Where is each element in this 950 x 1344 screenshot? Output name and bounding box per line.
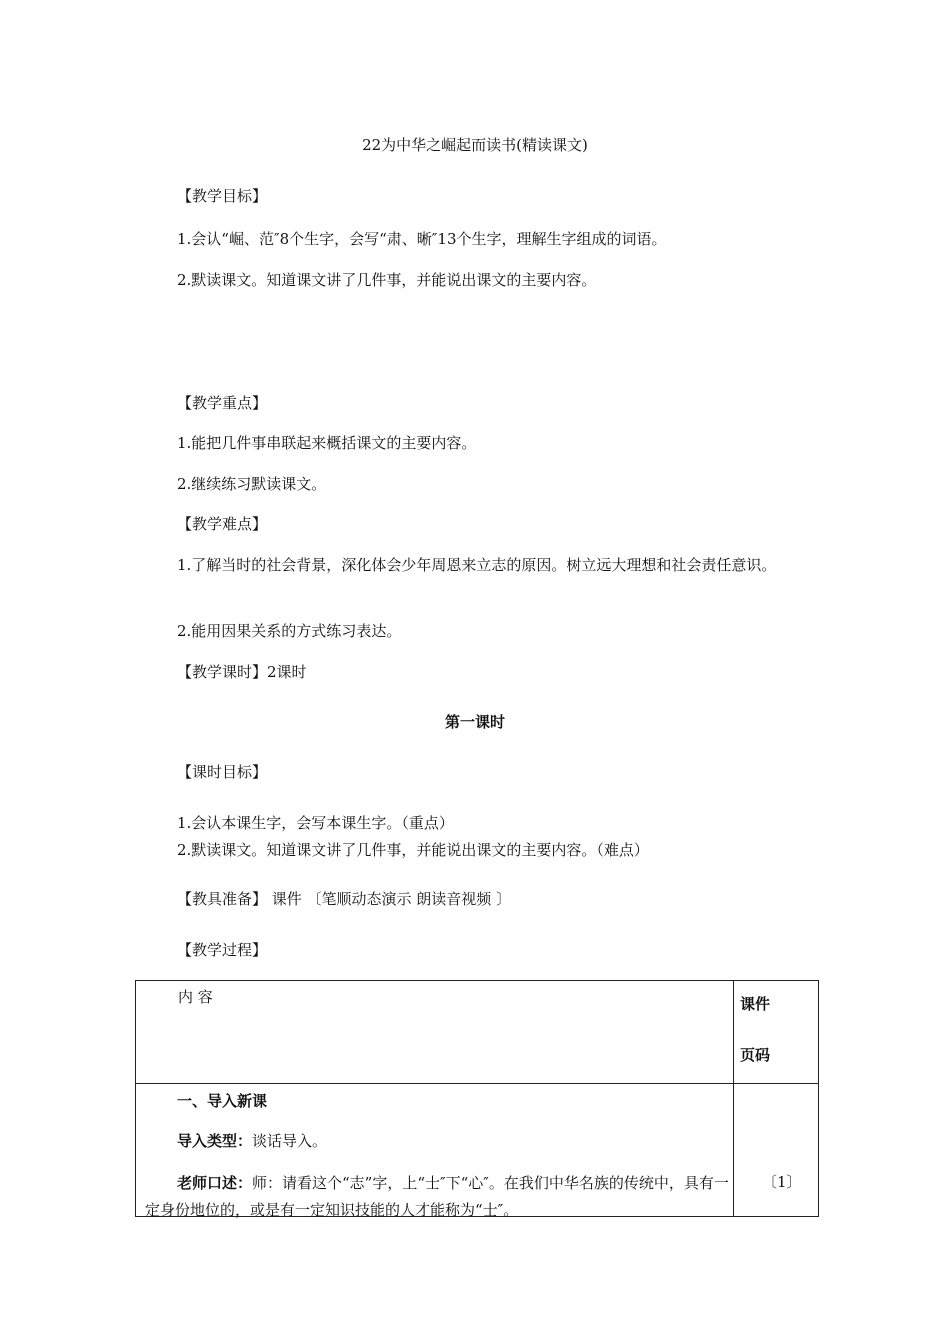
table-row (136, 1084, 819, 1217)
teacher-talk-text: 师：请看这个“志”字，上“士″下“心″。在我们中华名族的传统中，具有一定身份地位的，或是有一定知识技能的人才能称为“士″。 (145, 1174, 729, 1219)
difficult-item: 1.了解当时的社会背景，深化体会少年周恩来立志的原因。树立远大理想和社会责任意识。 (177, 556, 777, 574)
page-ref-cell (734, 1084, 819, 1217)
table-header-row (136, 981, 819, 1084)
difficult-heading: 【教学难点】 (177, 515, 268, 533)
goals-heading: 【教学目标】 (177, 187, 268, 205)
lesson-goal-item: 1.会认本课生字，会写本课生字。（重点） (177, 814, 454, 832)
lesson-title: 第一课时 (444, 713, 505, 731)
page-ref: 〔1〕 (762, 1173, 802, 1191)
hours-line: 【教学课时】2课时 (177, 663, 307, 681)
content-cell (136, 1084, 734, 1217)
section-title: 一、导入新课 (177, 1092, 268, 1110)
difficult-item: 2.能用因果关系的方式练习表达。 (177, 622, 402, 640)
intro-type-line (177, 1134, 327, 1149)
lesson-goals-heading: 【课时目标】 (177, 763, 268, 781)
header-side-label: 页码 (740, 1046, 771, 1064)
goal-item: 2.默读课文。知道课文讲了几件事，并能说出课文的主要内容。 (177, 271, 597, 289)
header-content-cell (136, 981, 734, 1084)
goal-item: 1.会认“崛、范″8个生字，会写“肃、晰″13个生字，理解生字组成的词语。 (177, 230, 667, 248)
tools-line: 【教具准备】 课件 〔笔顺动态演示 朗读音视频 〕 (177, 890, 512, 908)
page-title: 22为中华之崛起而读书(精读课文) (362, 136, 588, 154)
teacher-talk (145, 1170, 730, 1224)
teacher-talk-label: 老师口述： (177, 1174, 253, 1192)
lesson-goal-item: 2.默读课文。知道课文讲了几件事，并能说出课文的主要内容。（难点） (177, 841, 649, 859)
process-heading: 【教学过程】 (177, 941, 268, 959)
key-item: 2.继续练习默读课文。 (177, 475, 327, 493)
header-side-label: 课件 (740, 995, 771, 1013)
process-table (135, 980, 819, 1217)
header-side-cell (734, 981, 819, 1084)
key-item: 1.能把几件事串联起来概括课文的主要内容。 (177, 434, 477, 452)
intro-type-label: 导入类型： (177, 1132, 253, 1150)
intro-type-value: 谈话导入。 (252, 1132, 328, 1150)
header-content-label: 内 容 (178, 988, 213, 1006)
key-heading: 【教学重点】 (177, 394, 268, 412)
